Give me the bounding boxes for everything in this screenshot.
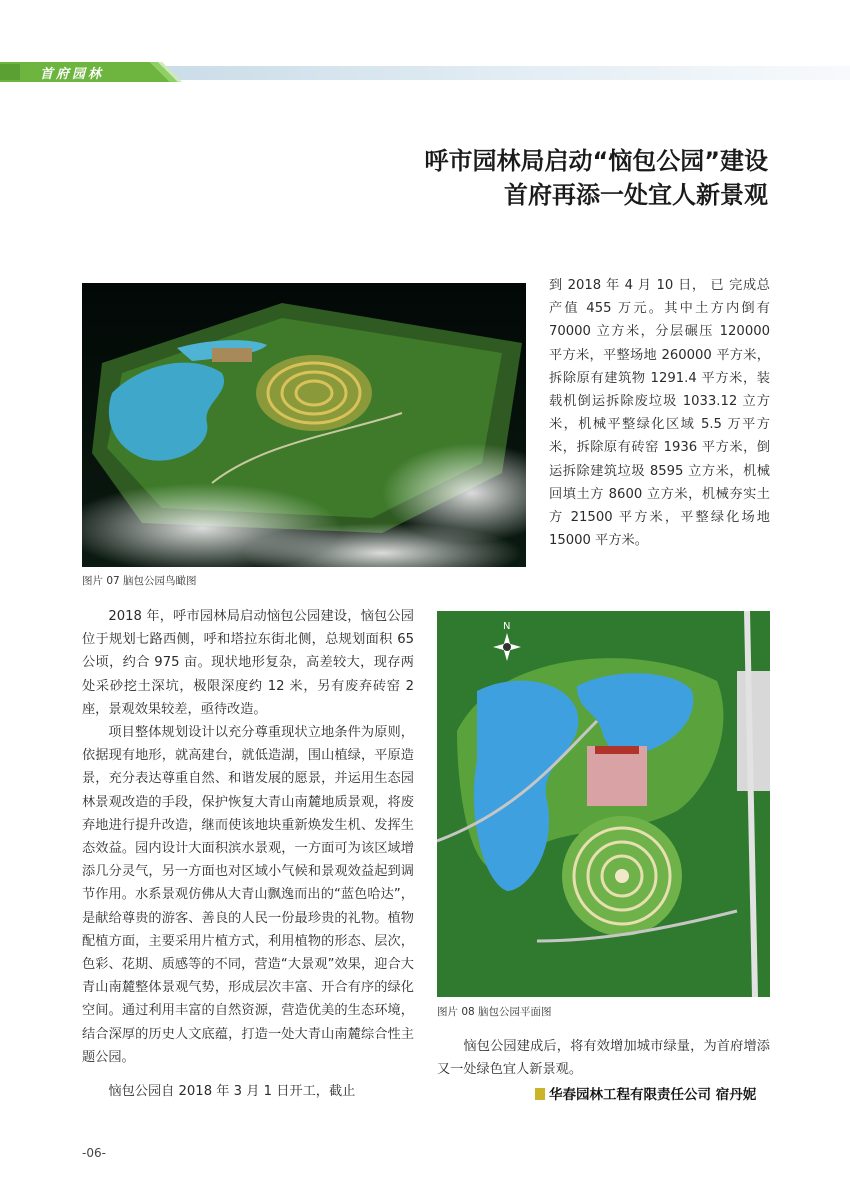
title-line-1: 呼市园林局启动“恼包公园”建设 xyxy=(424,147,768,175)
figure-07-caption: 图片 07 脑包公园鸟瞰图 xyxy=(82,575,197,587)
author-byline xyxy=(535,1083,756,1103)
right-column-closing: 恼包公园建成后，将有效增加城市绿量，为首府增添又一处绿色宜人新景观。 xyxy=(437,1039,770,1078)
section-header xyxy=(0,60,850,84)
park-plan-illustration xyxy=(437,611,770,997)
aerial-view-image xyxy=(82,283,526,567)
paragraph-3: 恼包公园自 2018 年 3 月 1 日开工，截止 xyxy=(108,1084,356,1099)
page-number: -06- xyxy=(82,1146,106,1160)
aerial-park-illustration xyxy=(82,283,526,567)
article-title xyxy=(424,144,768,212)
author-name: 华春园林工程有限责任公司 宿丹妮 xyxy=(549,1087,757,1103)
paragraph-2: 项目整体规划设计以充分尊重现状立地条件为原则，依据现有地形，就高建台，就低造湖，围山植绿，平原造景，充分表达尊重自然、和谐发展的愿景，并运用生态园林景观改造的手段，保护恢复大青山南麓地质景观，将废弃地进行提升改造，继而使该地块重新焕发生机、发挥生态效益。园内设计大面积滨水景观，一方面可为该区域增添几分灵气，另一方面也对区域小气候和景观效益起到调节作用。水系景观仿佛从大青山飘逸而出的“蓝色哈达”，是献给尊贵的游客、善良的人民一份最珍贵的礼物。植物配植方面，主要采用片植方式，利用植物的形态、层次，色彩、花期、质感等的不同，营造“大景观”效果，迎合大青山南麓整体景观气势，形成层次丰富、开合有序的绿化空间。通过利用丰富的自然资源，营造优美的生态环境，结合深厚的历史人文底蕴，打造一处大青山南麓综合性主题公园。 xyxy=(82,725,414,1065)
paragraph-1: 2018 年，呼市园林局启动恼包公园建设，恼包公园位于规划七路西侧，呼和塔拉东街北侧，总规划面积 65 公顷，约合 975 亩。现状地形复杂，高差较大，现存两处采砂挖土深坑，极限深度约 12 米，另有废弃砖窑 2 座，景观效果较差，亟待改造。 xyxy=(82,609,414,717)
byline-marker xyxy=(535,1088,545,1100)
compass-north-label: N xyxy=(503,621,511,632)
title-line-2: 首府再添一处宜人新景观 xyxy=(504,181,768,209)
right-column-intro: 到 2018 年 4 月 10 日， 已 完成总产值 455 万元。其中土方内倒有 70000 立方米，分层碾压 120000 平方米，平整场地 260000 平方米，拆除原有建筑物 1291.4 平方米，装载机倒运拆除废垃圾 1033.12 立方米，机械平整绿化区域 5.5 万平方米，拆除原有砖窑 1936 平方米，倒运拆除建筑垃圾 8595 立方米，机械回填土方 8600 立方米，机械夯实土方 21500 平方米，平整绿化场地 15000 平方米。 xyxy=(549,278,770,549)
plan-view-image xyxy=(437,611,770,997)
figure-08-caption: 图片 08 脑包公园平面图 xyxy=(437,1006,552,1018)
section-label: 首府园林 xyxy=(40,67,105,82)
header-gradient-band xyxy=(150,66,850,80)
